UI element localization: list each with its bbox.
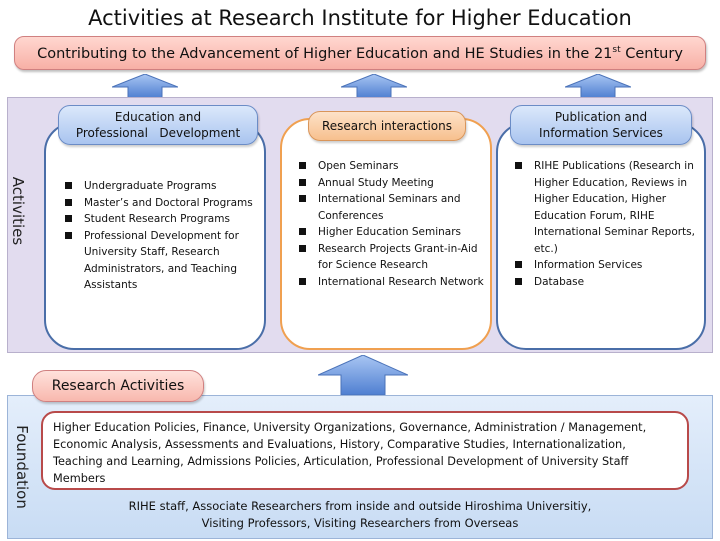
research-fields-box: Higher Education Policies, Finance, University Organizations, Governance, Administration / Management, Economic Analysis, Assessments and Evaluations, History, Comparative Studies, Internationalization, Teaching and Learning, Admissions Policies, Articulation, Professional Development of University Staff Members [41, 411, 689, 490]
publication-list [512, 158, 696, 290]
arrow-up-middle [341, 74, 407, 98]
header-line: Research interactions [321, 119, 452, 133]
research-activities-label: Research Activities [32, 370, 204, 402]
card-publication-header [510, 105, 692, 145]
staff-line: RIHE staff, Associate Researchers from inside and outside Hiroshima Universitiy, [128, 499, 592, 513]
list-item: Database [512, 274, 696, 291]
activities-panel [7, 97, 713, 353]
staff-text [8, 498, 712, 532]
card-research-interactions [280, 118, 492, 350]
header-line: Professional Development [75, 126, 241, 140]
header-line: Publication and [554, 110, 648, 124]
list-item: Annual Study Meeting [296, 175, 484, 192]
list-item: Undergraduate Programs [62, 178, 258, 195]
arrow-up-right [565, 74, 631, 98]
goal-banner [14, 36, 706, 70]
foundation-panel [7, 395, 713, 539]
activities-side-label: Activities [9, 176, 28, 246]
card-publication [496, 122, 706, 350]
diagram-title: Activities at Research Institute for Higher Education [88, 6, 632, 30]
list-item: Master’s and Doctoral Programs [62, 195, 258, 212]
list-item: RIHE Publications (Research in Higher Education, Reviews in Higher Education, Higher Education Forum, RIHE International Seminar Reports, etc.) [512, 158, 696, 257]
card-research-interactions-header [308, 111, 466, 141]
list-item: Student Research Programs [62, 211, 258, 228]
education-list [62, 178, 258, 294]
list-item: International Research Network [296, 274, 484, 291]
arrow-up-left [112, 74, 178, 98]
header-line: Information Services [539, 126, 663, 140]
goal-text: Contributing to the Advancement of Higher Education and HE Studies in the 21st Century [37, 44, 683, 62]
staff-line: Visiting Professors, Visiting Researchers from Overseas [201, 516, 519, 530]
arrow-up-bottom [318, 355, 408, 395]
list-item: Professional Development for University Staff, Research Administrators, and Teaching Assistants [62, 228, 258, 294]
list-item: Higher Education Seminars [296, 224, 484, 241]
list-item: Research Projects Grant-in-Aid for Science Research [296, 241, 484, 274]
header-line: Education and [114, 110, 202, 124]
list-item: Information Services [512, 257, 696, 274]
card-education-header [58, 105, 258, 145]
research-interactions-list [296, 158, 484, 290]
list-item: Open Seminars [296, 158, 484, 175]
foundation-side-label: Foundation [12, 425, 31, 509]
card-education [44, 122, 266, 350]
list-item: International Seminars and Conferences [296, 191, 484, 224]
